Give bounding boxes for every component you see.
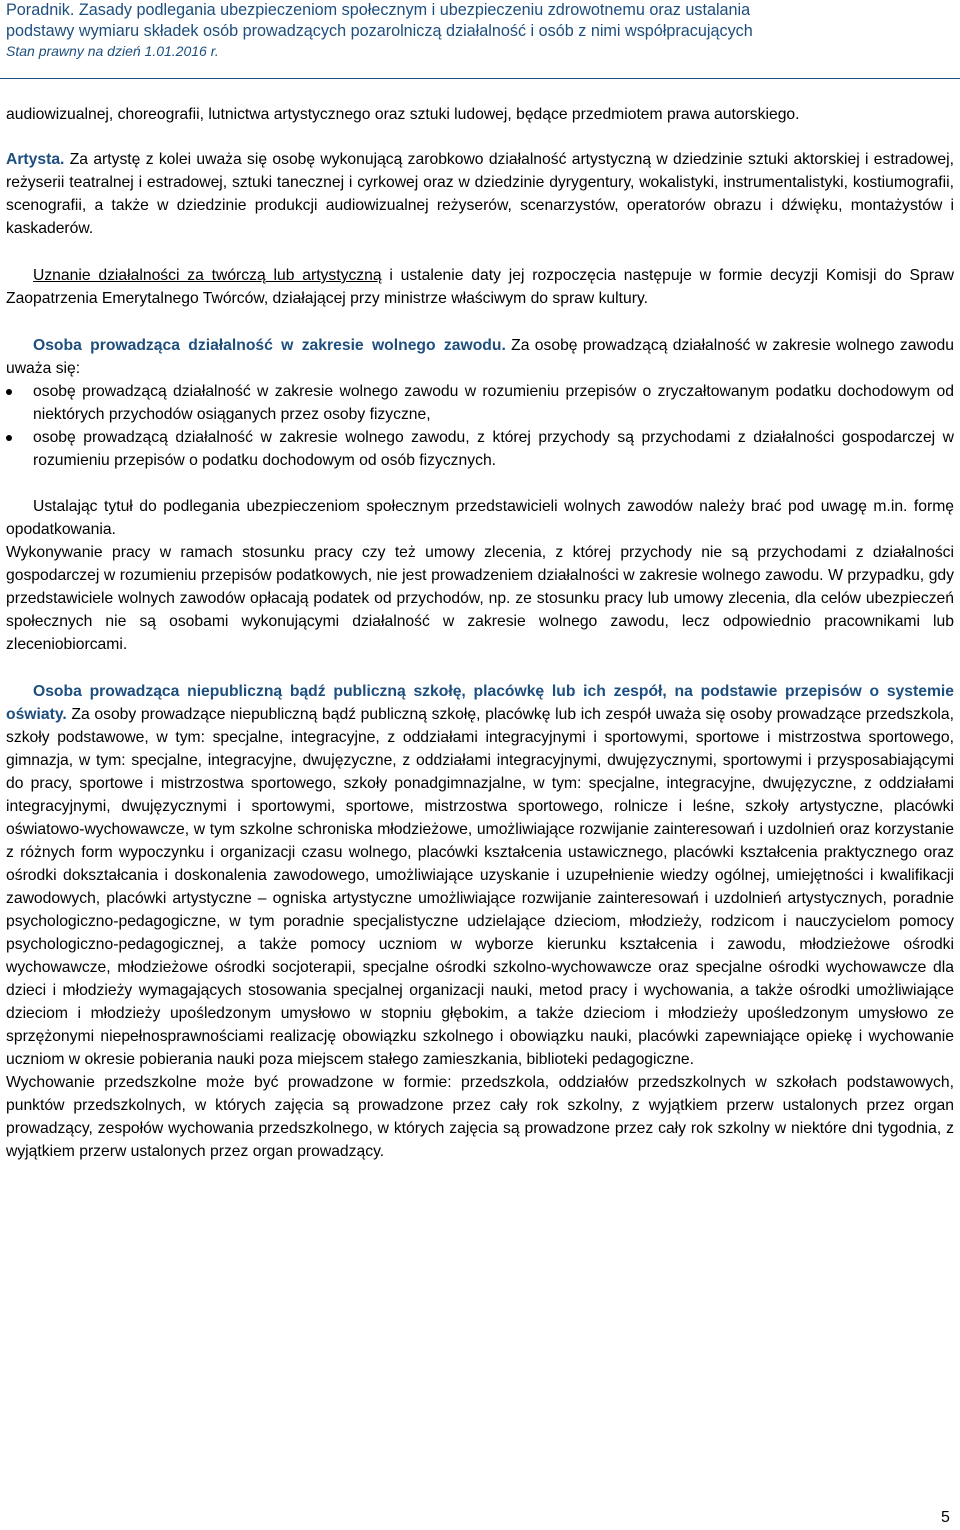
paragraph-uznanie [6,264,954,310]
header-title-line-1: Poradnik. Zasady podlegania ubezpieczeniom społecznym i ubezpieczeniu zdrowotnemu oraz ustalania [6,1,751,19]
uznanie-underlined-phrase: Uznanie działalności za twórczą lub artystyczną [33,267,382,284]
paragraph-wolny-zawod [6,334,954,380]
szkola-definition: Za osoby prowadzące niepubliczną bądź publiczną szkołę, placówkę lub ich zespół uważa się osoby prowadzące przedszkola, szkoły podstawowe, w tym: specjalne, integracyjne, z oddziałami integracyjnymi i sportowymi, sportowe i mistrzostwa sportowego, gimnazja, w tym: specjalne, integracyjne, dwujęzyczne, z oddziałami integracyjnymi, dwujęzycznymi, sportowymi i przysposabiającymi do pracy, sportowe i mistrzostwa sportowego, szkoły ponadgimnazjalne, w tym: specjalne, integracyjne, dwujęzyczne, z oddziałami integracyjnymi, dwujęzycznymi i sportowymi, sportowe, mistrzostwa sportowego, rolnicze i leśne, szkoły artystyczne, placówki oświatowo-wychowawcze, w tym szkolne schroniska młodzieżowe, umożliwiające rozwijanie zainteresowań i uzdolnień oraz korzystanie z różnych form wypoczynku i organizacji czasu wolnego, placówki kształcenia ustawicznego, placówki kształcenia praktycznego oraz ośrodki dokształcania i doskonalenia zawodowego, umożliwiające uzyskanie i uzupełnienie wiedzy ogólnej, umiejętności i kwalifikacji zawodowych, placówki artystyczne – ogniska artystyczne umożliwiające rozwijanie zainteresowań i uzdolnień artystycznych, poradnie psychologiczno-pedagogiczne, w tym poradnie specjalistyczne udzielające dzieciom, młodzieży, rodzicom i nauczycielom pomocy psychologiczno-pedagogicznej, a także pomocy uczniom w wyborze kierunku kształcenia i zawodu, młodzieżowe ośrodki wychowawcze, młodzieżowe ośrodki socjoterapii, specjalne ośrodki szkolno-wychowawcze oraz specjalne ośrodki wychowawcze dla dzieci i młodzieży wymagających stosowania specjalnej organizacji nauki, metod pracy i wychowania, a także ośrodki umożliwiające dzieciom i młodzieży upośledzonym umysłowo w stopniu głębokim, a także dzieciom i młodzieży upośledzonym umysłowo ze sprzężonymi niepełnosprawnościami realizację obowiązku szkolnego i obowiązku nauki, placówki zapewniające opiekę i wychowanie uczniom w okresie pobierania nauki poza miejscem stałego zamieszkania, biblioteki pedagogiczne. [6,706,954,1068]
document-body [6,103,954,1163]
paragraph-wychowanie: Wychowanie przedszkolne może być prowadzone w formie: przedszkola, oddziałów przedszkolnych w szkołach podstawowych, punktów przedszkolnych, w których zajęcia są prowadzone przez cały rok szkolny, z wyjątkiem przerw ustalonych przez organ prowadzący, zespołów wychowania przedszkolnego, w których zajęcia są prowadzone przez cały rok szkolny w niektóre dni tygodnia, z wyjątkiem przerw ustalonych przez organ prowadzący. [6,1074,954,1160]
term-wolny-zawod: Osoba prowadząca działalność w zakresie wolnego zawodu. [33,337,506,354]
list-item-text: osobę prowadzącą działalność w zakresie wolnego zawodu w rozumieniu przepisów o zryczałtowanym podatku dochodowym od niektórych przychodów osiąganych przez osoby fizyczne, [33,383,954,423]
uznanie-text: i ustalenie daty jej rozpoczęcia następuje w formie decyzji Komisji do Spraw Zaopatrzenia Emerytalnego Twórców, działającej przy ministrze właściwym do spraw kultury. [6,267,954,307]
list-item-text: osobę prowadzącą działalność w zakresie wolnego zawodu, z której przychody są przychodami z działalności gospodarczej w rozumieniu przepisów o podatku dochodowym od osób fizycznych. [33,429,954,469]
paragraph-continuation: audiowizualnej, choreografii, lutnictwa artystycznego oraz sztuki ludowej, będące przedmiotem prawa autorskiego. [6,106,800,123]
bullet-icon [6,389,12,395]
paragraph-ustalajac: Ustalając tytuł do podlegania ubezpieczeniom społecznym przedstawicieli wolnych zawodów należy brać pod uwagę m.in. formę opodatkowania. [6,498,954,538]
paragraph-szkola [6,680,954,1071]
list-item [6,426,954,472]
wolny-zawod-list [6,380,954,472]
artysta-definition: Za artystę z kolei uważa się osobę wykonującą zarobkowo działalność artystyczną w dziedzinie sztuki aktorskiej i estradowej, reżyserii teatralnej i estradowej, sztuki tanecznej i cyrkowej oraz w dziedzinie dyrygentury, wokalistyki, instrumentalistyki, kostiumografii, scenografii, a także w dziedzinie produkcji audiowizualnej reżyserów, scenarzystów, operatorów obrazu i dźwięku, montażystów i kaskaderów. [6,151,954,237]
wolny-zawod-text: Za osobę prowadzącą działalność w zakresie wolnego zawodu uważa się: [6,337,954,377]
paragraph-wykonywanie: Wykonywanie pracy w ramach stosunku pracy czy też umowy zlecenia, z której przychody nie są przychodami z działalności gospodarczej w rozumieniu przepisów podatkowych, nie jest prowadzeniem działalności w zakresie wolnego zawodu. W przypadku, gdy przedstawiciele wolnych zawodów opłacają podatek od przychodów, np. ze stosunku pracy lub umowy zlecenia, dla celów ubezpieczeń społecznych nie są osobami wykonującymi działalność w zakresie wolnego zawodu, lecz odpowiednio pracownikami lub zleceniobiorcami. [6,544,954,653]
header-title-line-2: podstawy wymiaru składek osób prowadzących pozarolniczą działalność i osób z nimi współpracujących [6,22,753,40]
term-artysta: Artysta. [6,151,65,168]
page-number: 5 [941,1509,950,1526]
list-item [6,380,954,426]
bullet-icon [6,435,12,441]
header-legal-state-date: Stan prawny na dzień 1.01.2016 r. [6,43,219,59]
paragraph-artysta [6,148,954,240]
header-divider [0,78,960,79]
document-header [6,0,956,61]
term-szkola: Osoba prowadząca niepubliczną bądź publiczną szkołę, placówkę lub ich zespół, na podstawie przepisów o systemie oświaty. [6,683,954,723]
